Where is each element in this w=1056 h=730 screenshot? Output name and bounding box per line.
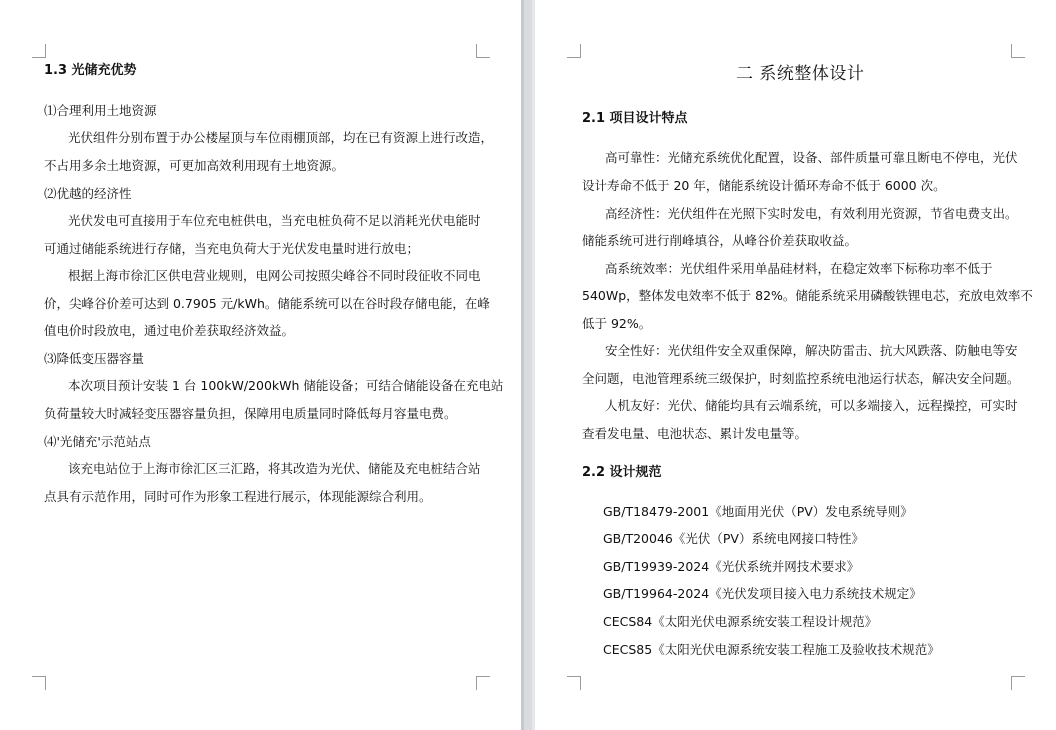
section-heading: 2.1 项目设计特点	[582, 111, 688, 126]
crop-mark-bottom-right	[1011, 676, 1025, 690]
crop-mark-bottom-left	[567, 676, 581, 690]
paragraph-line: 高可靠性：光储充系统优化配置，设备、部件质量可靠且断电不停电，光伏	[605, 150, 1018, 165]
crop-mark-top-right	[476, 44, 490, 58]
paragraph-line: 根据上海市徐汇区供电营业规则，电网公司按照尖峰谷不同时段征收不同电	[68, 268, 481, 283]
crop-mark-top-right	[1011, 44, 1025, 58]
subsection-title: ⑶降低变压器容量	[44, 351, 145, 366]
paragraph-line: 540Wp，整体发电效率不低于 82%。储能系统采用磷酸铁锂电芯，充放电效率不	[582, 288, 1033, 303]
section-heading: 1.3 光储充优势	[44, 63, 137, 78]
crop-mark-bottom-left	[32, 676, 46, 690]
paragraph-line: 可通过储能系统进行存储，当充电负荷大于光伏发电量时进行放电；	[44, 241, 420, 256]
paragraph-line: 设计寿命不低于 20 年，储能系统设计循环寿命不低于 6000 次。	[582, 178, 946, 193]
section-heading: 2.2 设计规范	[582, 465, 662, 480]
paragraph-line: 光伏组件分别布置于办公楼屋顶与车位雨棚顶部，均在已有资源上进行改造，	[68, 130, 494, 145]
standard-item: CECS85《太阳光伏电源系统安装工程施工及验收技术规范》	[603, 642, 940, 657]
chapter-title: 二 系统整体设计	[736, 64, 865, 84]
paragraph-line: 查看发电量、电池状态、累计发电量等。	[582, 426, 808, 441]
standard-item: CECS84《太阳光伏电源系统安装工程设计规范》	[603, 614, 878, 629]
paragraph-line: 不占用多余土地资源，可更加高效利用现有土地资源。	[44, 158, 345, 173]
paragraph-line: 价，尖峰谷价差可达到 0.7905 元/kWh。储能系统可以在谷时段存储电能，在峰	[44, 296, 490, 311]
paragraph-line: 人机友好：光伏、储能均具有云端系统，可以多端接入，远程操控，可实时	[605, 398, 1018, 413]
page-gutter	[521, 0, 535, 730]
standard-item: GB/T18479-2001《地面用光伏（PV）发电系统导则》	[603, 504, 913, 519]
crop-mark-top-left	[567, 44, 581, 58]
paragraph-line: 储能系统可进行削峰填谷，从峰谷价差获取收益。	[582, 233, 858, 248]
paragraph-line: 值电价时段放电，通过电价差获取经济效益。	[44, 323, 295, 338]
paragraph-line: 全问题，电池管理系统三级保护，时刻监控系统电池运行状态，解决安全问题。	[582, 371, 1020, 386]
document-page-left	[0, 0, 521, 730]
crop-mark-top-left	[32, 44, 46, 58]
subsection-title: ⑴合理利用土地资源	[44, 103, 157, 118]
paragraph-line: 高经济性：光伏组件在光照下实时发电，有效利用光资源，节省电费支出。	[605, 206, 1018, 221]
paragraph-line: 点具有示范作用，同时可作为形象工程进行展示，体现能源综合利用。	[44, 489, 432, 504]
paragraph-line: 光伏发电可直接用于车位充电桩供电，当充电桩负荷不足以消耗光伏电能时	[68, 213, 481, 228]
paragraph-line: 该充电站位于上海市徐汇区三汇路，将其改造为光伏、储能及充电桩结合站	[68, 461, 481, 476]
document-page-right	[535, 0, 1056, 730]
paragraph-line: 低于 92%。	[582, 316, 652, 331]
standard-item: GB/T19939-2024《光伏系统并网技术要求》	[603, 559, 860, 574]
paragraph-line: 负荷量较大时减轻变压器容量负担，保障用电质量同时降低每月容量电费。	[44, 406, 457, 421]
crop-mark-bottom-right	[476, 676, 490, 690]
paragraph-line: 安全性好：光伏组件安全双重保障，解决防雷击、抗大风跌落、防触电等安	[605, 343, 1018, 358]
paragraph-line: 高系统效率：光伏组件采用单晶硅材料，在稳定效率下标称功率不低于	[605, 261, 993, 276]
standard-item: GB/T20046《光伏（PV）系统电网接口特性》	[603, 531, 864, 546]
standard-item: GB/T19964-2024《光伏发项目接入电力系统技术规定》	[603, 586, 922, 601]
subsection-title: ⑷'光储充'示范站点	[44, 434, 151, 449]
subsection-title: ⑵优越的经济性	[44, 186, 132, 201]
paragraph-line: 本次项目预计安装 1 台 100kW/200kWh 储能设备；可结合储能设备在充电站	[68, 378, 504, 393]
